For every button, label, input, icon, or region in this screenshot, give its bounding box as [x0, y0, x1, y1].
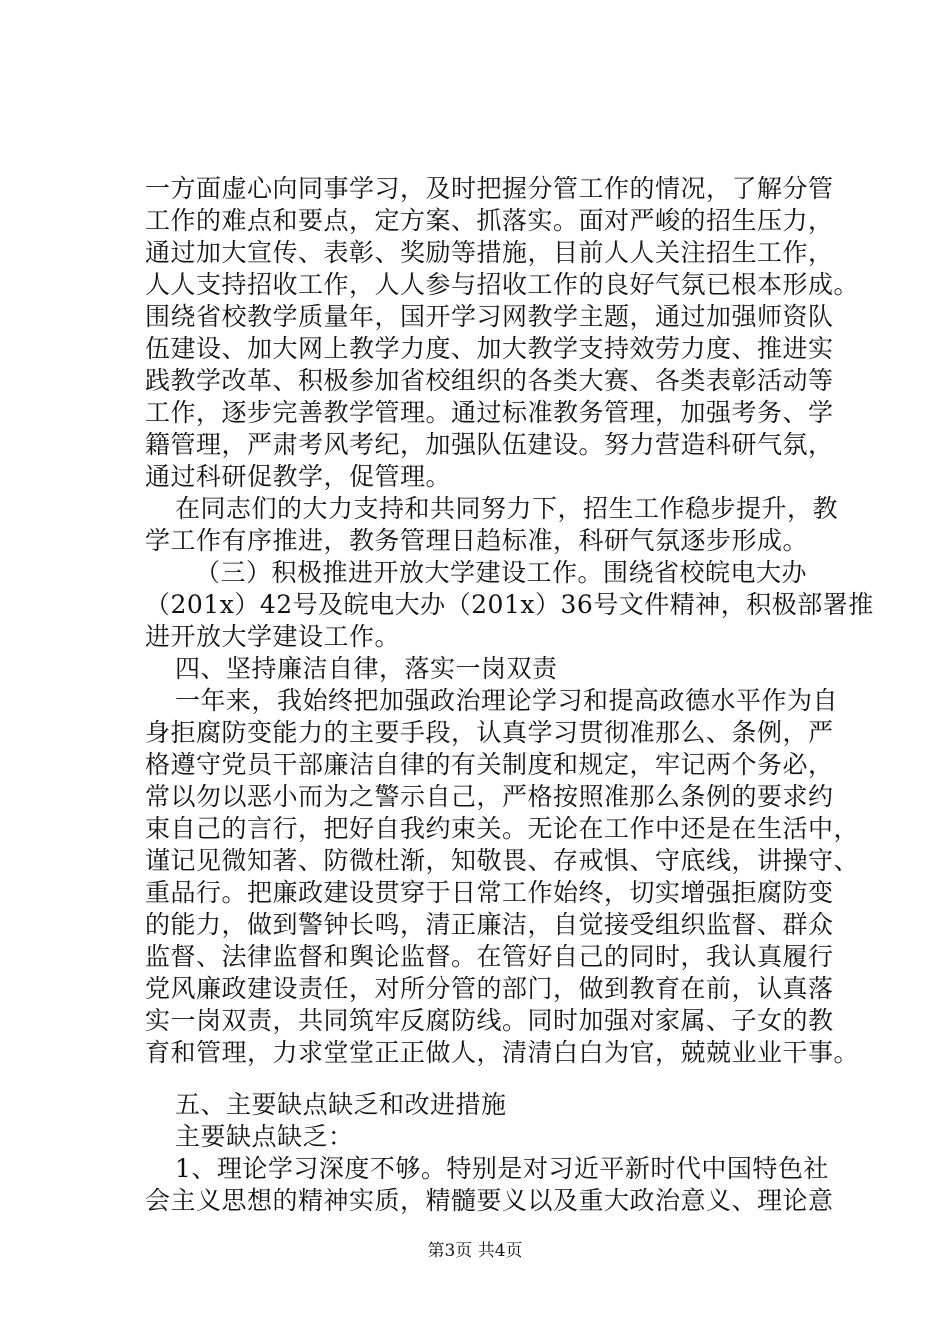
body-text-line: 围绕省校教学质量年，国开学习网教学主题，通过加强师资队 [145, 302, 834, 331]
body-text-line: 通过科研促教学，促管理。 [145, 462, 452, 491]
body-text-line: 一年来，我始终把加强政治理论学习和提高政德水平作为自 [175, 686, 839, 715]
body-text-line: 的能力，做到警钟长鸣，清正廉洁，自觉接受组织监督、群众 [145, 910, 834, 939]
body-text-line: 学工作有序推进，教务管理日趋标准，科研气氛逐步形成。 [145, 526, 809, 555]
body-text-line: 籍管理，严肃考风考纪，加强队伍建设。努力营造科研气氛， [145, 430, 834, 459]
body-text-line: （201x）42号及皖电大办（201x）36号文件精神，积极部署推 [145, 590, 874, 619]
body-text-line: 1、理论学习深度不够。特别是对习近平新时代中国特色社 [175, 1154, 829, 1183]
body-text-line: 身拒腐防变能力的主要手段，认真学习贯彻准那么、条例，严 [145, 718, 834, 747]
body-text-line: 重品行。把廉政建设贯穿于日常工作始终，切实增强拒腐防变 [145, 878, 834, 907]
body-text-line: 通过加大宣传、表彰、奖励等措施，目前人人关注招生工作， [145, 238, 834, 267]
page-number-footer: 第3页 共4页 [427, 1241, 523, 1261]
body-text-line: 会主义思想的精神实质，精髓要义以及重大政治意义、理论意 [145, 1186, 834, 1215]
body-text-line: 常以勿以恶小而为之警示自己，严格按照准那么条例的要求约 [145, 782, 834, 811]
section-heading: 四、坚持廉洁自律，落实一岗双责 [175, 654, 558, 683]
body-text-line: 束自己的言行，把好自我约束关。无论在工作中还是在生活中， [145, 814, 860, 843]
body-text-line: 工作的难点和要点，定方案、抓落实。面对严峻的招生压力， [145, 206, 834, 235]
section-heading: 五、主要缺点缺乏和改进措施 [175, 1090, 507, 1119]
body-text-line: 伍建设、加大网上教学力度、加大教学支持效劳力度、推进实 [145, 334, 834, 363]
body-text-line: 一方面虚心向同事学习，及时把握分管工作的情况，了解分管 [145, 174, 834, 203]
body-text-line: 实一岗双责，共同筑牢反腐防线。同时加强对家属、子女的教 [145, 1006, 834, 1035]
body-text-line: 党风廉政建设责任，对所分管的部门，做到教育在前，认真落 [145, 974, 834, 1003]
body-text-line: 育和管理，力求堂堂正正做人，清清白白为官，兢兢业业干事。 [145, 1038, 860, 1067]
body-text-line: 格遵守党员干部廉洁自律的有关制度和规定，牢记两个务必， [145, 750, 834, 779]
body-text-line: 监督、法律监督和舆论监督。在管好自己的同时，我认真履行 [145, 942, 834, 971]
body-text-line: 进开放大学建设工作。 [145, 622, 401, 651]
body-text-line: 工作，逐步完善教学管理。通过标准教务管理，加强考务、学 [145, 398, 834, 427]
body-text-line: 践教学改革、积极参加省校组织的各类大赛、各类表彰活动等 [145, 366, 834, 395]
body-text-line: 人人支持招收工作，人人参与招收工作的良好气氛已根本形成。 [145, 270, 860, 299]
body-text-line: 在同志们的大力支持和共同努力下，招生工作稳步提升，教 [175, 494, 839, 523]
section-heading: （三）积极推进开放大学建设工作。围绕省校皖电大办 [195, 558, 808, 587]
subsection-heading: 主要缺点缺乏： [175, 1122, 354, 1151]
body-text-line: 谨记见微知著、防微杜渐，知敬畏、存戒惧、守底线，讲操守、 [145, 846, 860, 875]
